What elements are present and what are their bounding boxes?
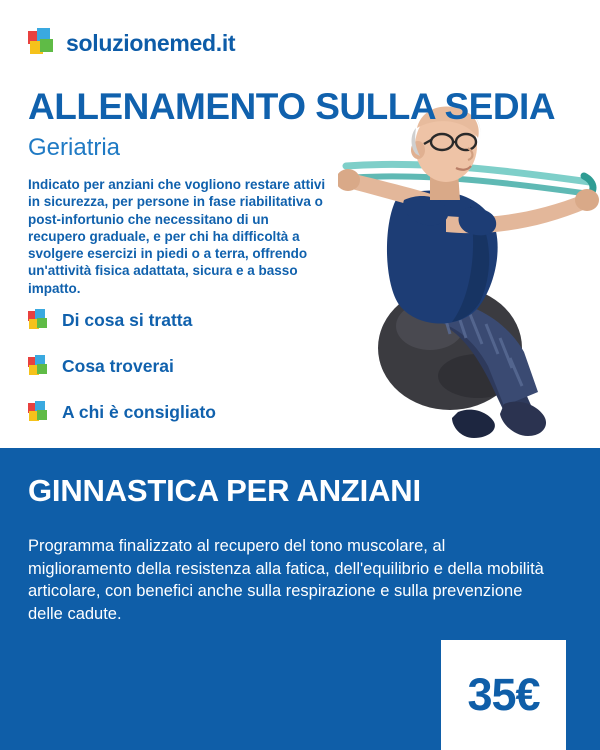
four-squares-bullet-icon [28,355,51,378]
list-item[interactable] [28,309,358,332]
list-item[interactable] [28,355,358,378]
list-item-label: Di cosa si tratta [62,310,193,330]
hero-section [0,76,600,448]
feature-list [28,309,358,447]
four-squares-bullet-icon [28,401,51,424]
page-title: ALLENAMENTO SULLA SEDIA [28,86,556,127]
hero-photo [338,76,600,448]
four-squares-bullet-icon [28,309,51,332]
elderly-man-photo-illustration [338,76,600,448]
program-description: Programma finalizzato al recupero del tono muscolare, al miglioramento della resistenza alla fatica, dell'equilibrio e della mobilità articolare, con benefici anche sulla respirazione e sulla prevenzione delle cadute. [28,537,544,623]
four-squares-logo-icon [28,28,58,58]
list-item-label: Cosa troverai [62,356,174,376]
brand-header [28,28,235,58]
program-title: GINNASTICA PER ANZIANI [28,473,421,508]
page-subtitle: Geriatria [28,134,121,161]
price-card [441,640,566,750]
list-item-label: A chi è consigliato [62,402,216,422]
hero-description: Indicato per anziani che vogliono restare attivi in sicurezza, per persone in fase riabilitativa o post-infortunio che necessitano di un recupero graduale, e per chi ha difficoltà a svolgere esercizi in piedi o a terra, offrendo un'attività fisica adattata, sicura e a basso impatto. [28,177,326,296]
brand-name: soluzionemed.it [66,29,236,56]
list-item[interactable] [28,401,358,424]
price-value: 35€ [467,669,540,720]
